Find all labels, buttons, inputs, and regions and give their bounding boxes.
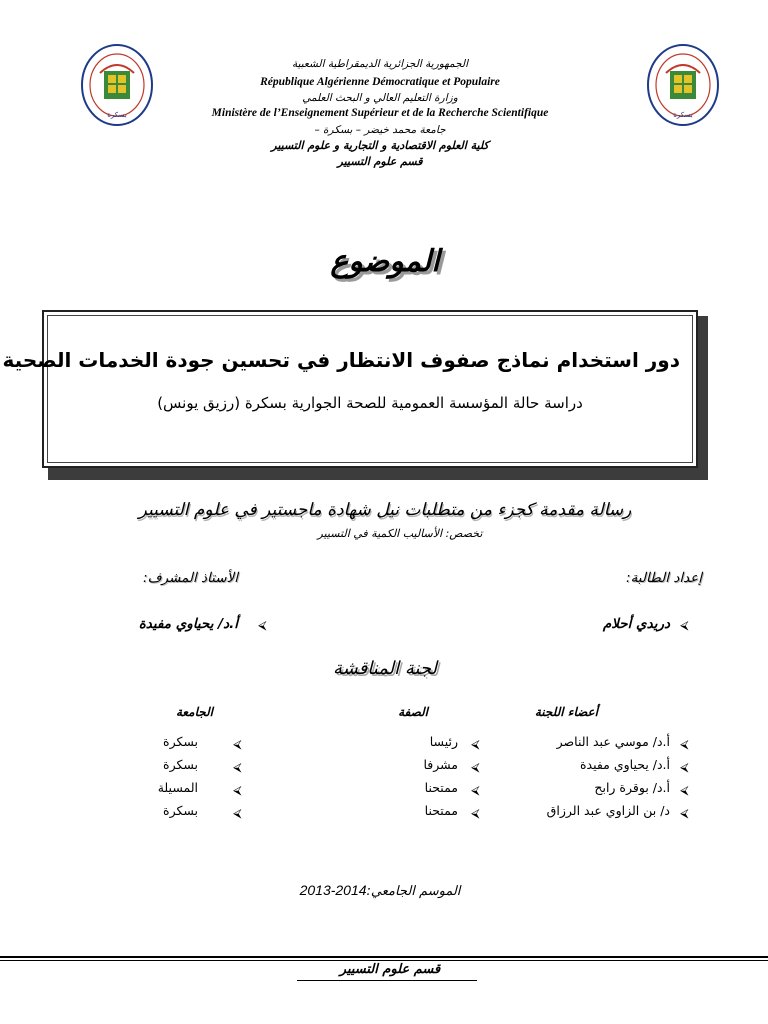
footer-department: قسم علوم التسيير (339, 962, 441, 977)
header-republic-ar: الجمهورية الجزائرية الديمقراطية الشعبية (291, 58, 469, 70)
academic-season-year: 2013-2014 (299, 882, 367, 898)
header-republic-fr: République Algérienne Démocratique et Populaire (260, 76, 500, 88)
table-row-role: ممتحنا (424, 803, 458, 818)
thesis-subtitle: دراسة حالة المؤسسة العمومية للصحة الجوارية بسكرة (رزيق يونس) (157, 394, 583, 412)
prepared-by-name: دريدي أحلام (602, 616, 670, 632)
committee-header-member: أعضاء اللجنة (534, 705, 598, 719)
bullet-icon: ⮘ (680, 806, 689, 820)
footer-rule-thin (0, 960, 768, 961)
table-row-university: بسكرة (163, 803, 198, 818)
table-row-member: أ.د/ موسي عبد الناصر (556, 734, 670, 749)
table-row-university: المسيلة (157, 780, 198, 795)
university-logo-right (646, 43, 720, 127)
bullet-icon: ⮘ (680, 737, 689, 751)
academic-season-label: الموسم الجامعي: (366, 884, 461, 899)
subject-label: الموضوع (330, 244, 440, 279)
bullet-icon: ⮘ (233, 737, 242, 751)
bullet-icon: ⮘ (471, 760, 480, 774)
bullet-icon: ⮘ (680, 783, 689, 797)
academic-season (250, 880, 510, 899)
bullet-icon: ⮘ (680, 760, 689, 774)
thesis-title: دور استخدام نماذج صفوف الانتظار في تحسين جودة الخدمات الصحية (2, 348, 680, 372)
bullet-icon: ⮘ (233, 806, 242, 820)
university-logo-left (80, 43, 154, 127)
footer-rule (0, 956, 768, 958)
table-row-member: د/ بن الزاوي عبد الرزاق (546, 803, 670, 818)
table-row-role: رئيسا (429, 734, 458, 749)
committee-header-role: الصفة (398, 705, 428, 719)
svg-text:بسكرة: بسكرة (673, 111, 693, 119)
prepared-by-label: إعداد الطالبة: (626, 570, 702, 586)
header-ministry-ar: وزارة التعليم العالي و البحث العلمي (302, 92, 458, 104)
bullet-icon: ⮘ (471, 806, 480, 820)
table-row-university: بسكرة (163, 734, 198, 749)
bullet-icon: ⮘ (471, 737, 480, 751)
header-university-ar: جامعة محمد خيضر – بسكرة – (314, 124, 446, 136)
footer-underline (297, 980, 477, 981)
table-row-university: بسكرة (163, 757, 198, 772)
header-ministry-fr: Ministère de l’Enseignement Supérieur et de la Recherche Scientifique (211, 107, 549, 119)
supervisor-name: أ.د/ يحياوي مفيدة (138, 616, 238, 632)
specialization: تخصص: الأساليب الكمية في التسيير (317, 527, 483, 540)
bullet-icon: ⮘ (471, 783, 480, 797)
supervisor-label: الأستاذ المشرف: (143, 570, 238, 586)
committee-header-university: الجامعة (175, 705, 213, 719)
table-row-member: أ.د/ بوقرة رابح (594, 780, 670, 795)
svg-text:بسكرة: بسكرة (107, 111, 127, 119)
table-row-role: ممتحنا (424, 780, 458, 795)
header-department-ar: قسم علوم التسيير (337, 155, 423, 168)
bullet-icon: ⮘ (680, 618, 689, 632)
header-faculty-ar: كلية العلوم الاقتصادية و التجارية و علوم التسيير (271, 139, 489, 152)
bullet-icon: ⮘ (233, 783, 242, 797)
bullet-icon: ⮘ (258, 618, 267, 632)
table-row-role: مشرفا (423, 757, 458, 772)
table-row-member: أ.د/ يحياوي مفيدة (579, 757, 670, 772)
degree-line: رسالة مقدمة كجزء من متطلبات نيل شهادة ماجستير في علوم التسيير (138, 500, 632, 520)
title-frame (2, 310, 698, 468)
bullet-icon: ⮘ (233, 760, 242, 774)
committee-title: لجنة المناقشة (332, 658, 438, 679)
